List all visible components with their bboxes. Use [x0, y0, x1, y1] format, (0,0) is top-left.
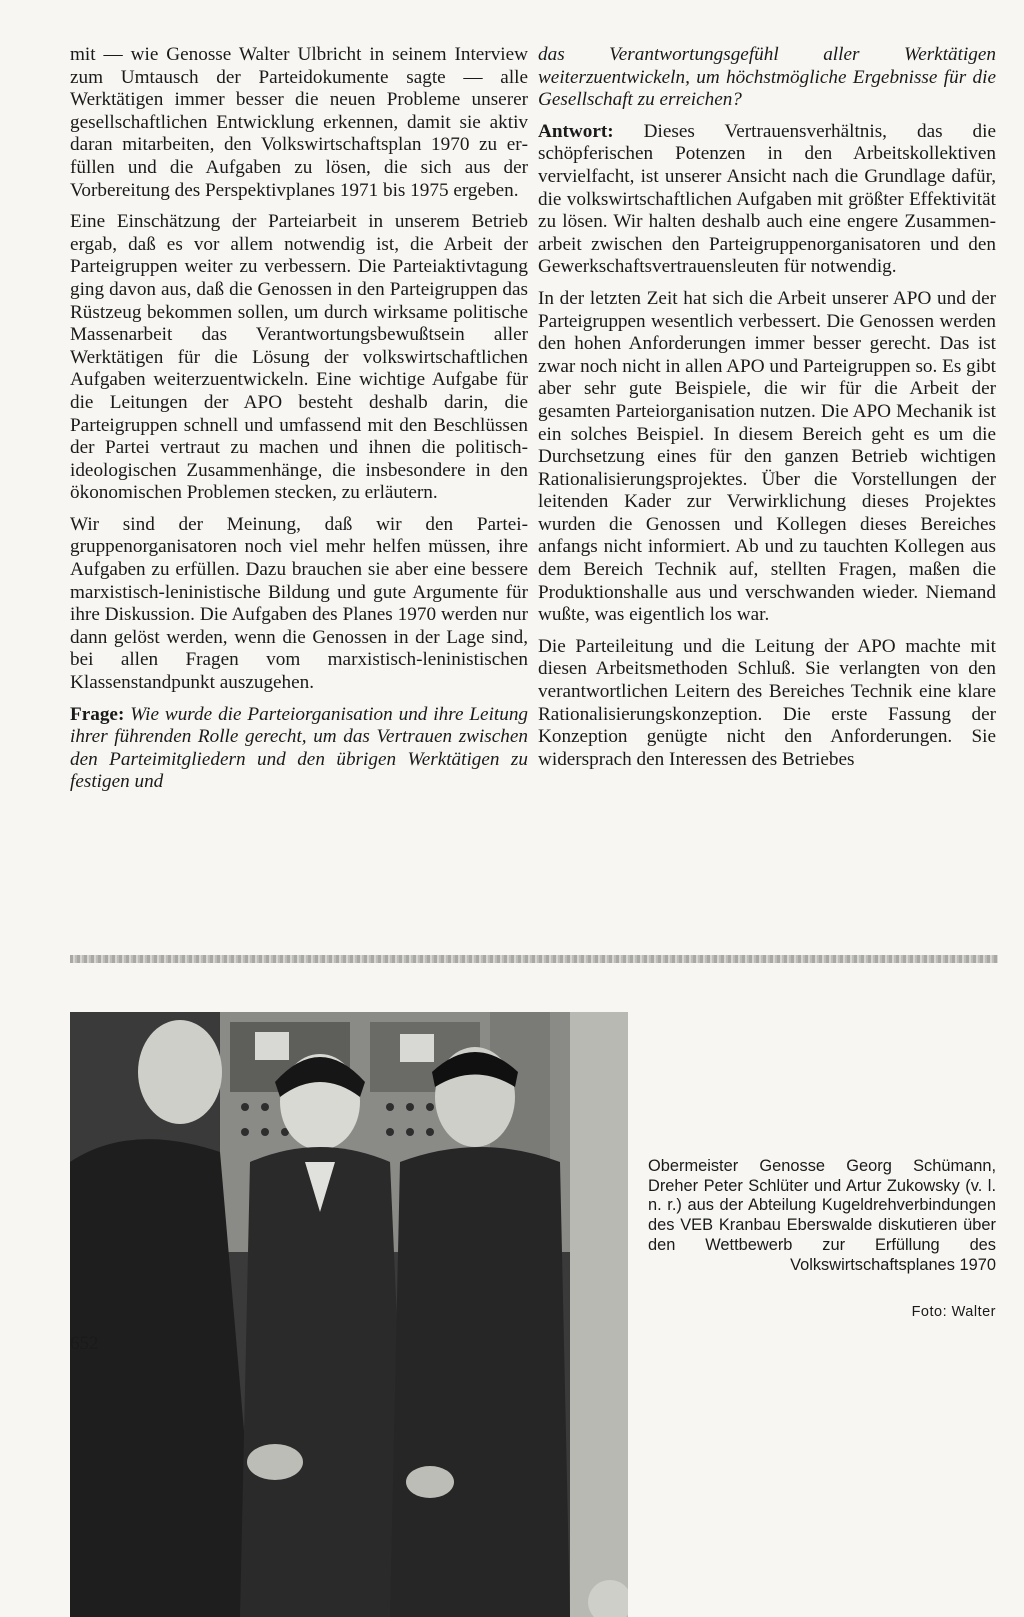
section-divider — [70, 955, 998, 963]
paragraph: In der letzten Zeit hat sich die Arbeit unserer APO und der Parteigruppen wesentlich verbessert. Die Genossen werden den hohen Anforderungen immer besser gerecht. Das ist zwar noch nicht in allen APO und Parteigruppen so. Es gibt aber sehr gute Beispiele, die wir für die Arbeit der gesamten Parteiorganisation nutzen. Die APO Mechanik ist ein solches Beispiel. In diesem Bereich geht es um die Durchsetzung eines für den ganzen Betrieb wichtigen Rationalisierungsprojektes. Über die Vorstellungen der leitenden Kader zur Verwirklichung dieses Projektes wurden die Genossen und Kollegen dieses Bereiches anfangs nicht informiert. Ab und zu tauchten Kollegen aus dem Bereich Technik auf, stellten Fragen, maßen die Produktionshalle aus und verschwanden wieder. Niemand wußte, was eigentlich los war. — [538, 287, 996, 626]
paragraph: Eine Einschätzung der Parteiarbeit in unserem Betrieb ergab, daß es vor allem notwendig ist, die Arbeit der Parteigruppen weiter zu verbessern. Die Parteiaktivtagung ging davon aus, daß die Genossen in den Parteigruppen das Rüstzeug bekommen sollen, um durch wirksame politische Massenarbeit das Verantwortungsbewußtsein aller Werktätigen für die Lösung der volkswirtschaftlichen Aufgaben weiterzuentwickeln. Eine wichtige Aufgabe für die Leitungen der APO besteht deshalb darin, die Parteigruppen schnell und umfassend mit den Beschlüssen der Partei vertraut zu machen und ihnen die politisch-ideologischen Zusammenhänge, die insbesondere in den ökonomischen Problemen stecken, zu erläutern. — [70, 211, 528, 504]
photo — [70, 1012, 628, 1617]
photo-credit: Foto: Walter — [911, 1304, 996, 1320]
answer-text: Dieses Vertrauensverhältnis, das die schöpferischen Potenzen in den Arbeitskollektiven vervielfacht, ist unserer Ansicht nach die Grundlage dafür, die volkswirtschaftlichen Aufgaben mit größter Effektivität zu lösen. Wir halten deshalb auch eine engere Zusammenarbeit zwischen den Parteigruppenorganisatoren und den Gewerkschaftsvertrauensleuten für notwendig. — [538, 120, 996, 278]
question-label: Frage: — [70, 703, 125, 725]
paragraph: Wir sind der Meinung, daß wir den Parteigruppenorganisatoren noch viel mehr helfen müssen, ihre Aufgaben zu erfüllen. Dazu brauchen sie aber eine bessere marxistisch-leninistische Bildung und gute Argumente für ihre Diskussion. Die Aufgaben des Planes 1970 werden nur dann gelöst werden, wenn die Genossen in der Lage sind, bei allen Fragen vom marxistisch-leninistischen Klassenstandpunkt auszugehen. — [70, 513, 528, 694]
paragraph: mit — wie Genosse Walter Ulbricht in seinem Interview zum Umtausch der Parteidokumente sagte — alle Werktätigen immer besser die neuen Probleme unserer gesellschaftlichen Entwicklung erkennen, damit sie aktiv daran mitarbeiten, den Volkswirtschaftsplan 1970 zu erfüllen und die Aufgaben zu lösen, die sich aus der Vorbereitung des Perspektivplanes 1971 bis 1975 ergeben. — [70, 44, 528, 201]
photo-caption: Obermeister Genosse Georg Schümann, Dreher Peter Schlüter und Artur Zukowsky (v. l. n. r.) aus der Abteilung Kugeldrehverbindungen des VEB Kranbau Eberswalde diskutieren über den Wettbewerb zur Erfüllung des Volkswirtschaftsplanes 1970 — [648, 1157, 996, 1274]
question-text: Wie wurde die Parteiorganisation und ihre Leitung ihrer führenden Rolle gerecht, um das Vertrauen zwischen den Parteimitgliedern und den übrigen Werktätigen zu festigen und — [70, 703, 529, 793]
page-number: 652 — [70, 1333, 99, 1354]
paragraph: Die Parteileitung und die Leitung der APO machte mit diesen Arbeitsmethoden Schluß. Sie verlangten von den verantwortlichen Leitern des Bereiches Technik eine klare Rationalisierungskonzeption. Die erste Fassung der Konzeption genügte nicht den Anforderungen. Sie widersprach den Interessen des Betriebes — [538, 635, 996, 770]
left-column — [70, 44, 528, 803]
photo-illustration — [70, 1012, 628, 1617]
question-text-continued: das Verantwortungsgefühl aller Werktätigen weiterzuentwickeln, um höchstmögliche Ergebnisse für die Gesellschaft zu erreichen? — [538, 44, 996, 111]
right-column — [538, 44, 996, 780]
answer-label: Antwort: — [538, 120, 614, 142]
answer-paragraph — [538, 121, 996, 279]
question-paragraph — [70, 704, 528, 794]
question-continuation — [538, 44, 996, 112]
